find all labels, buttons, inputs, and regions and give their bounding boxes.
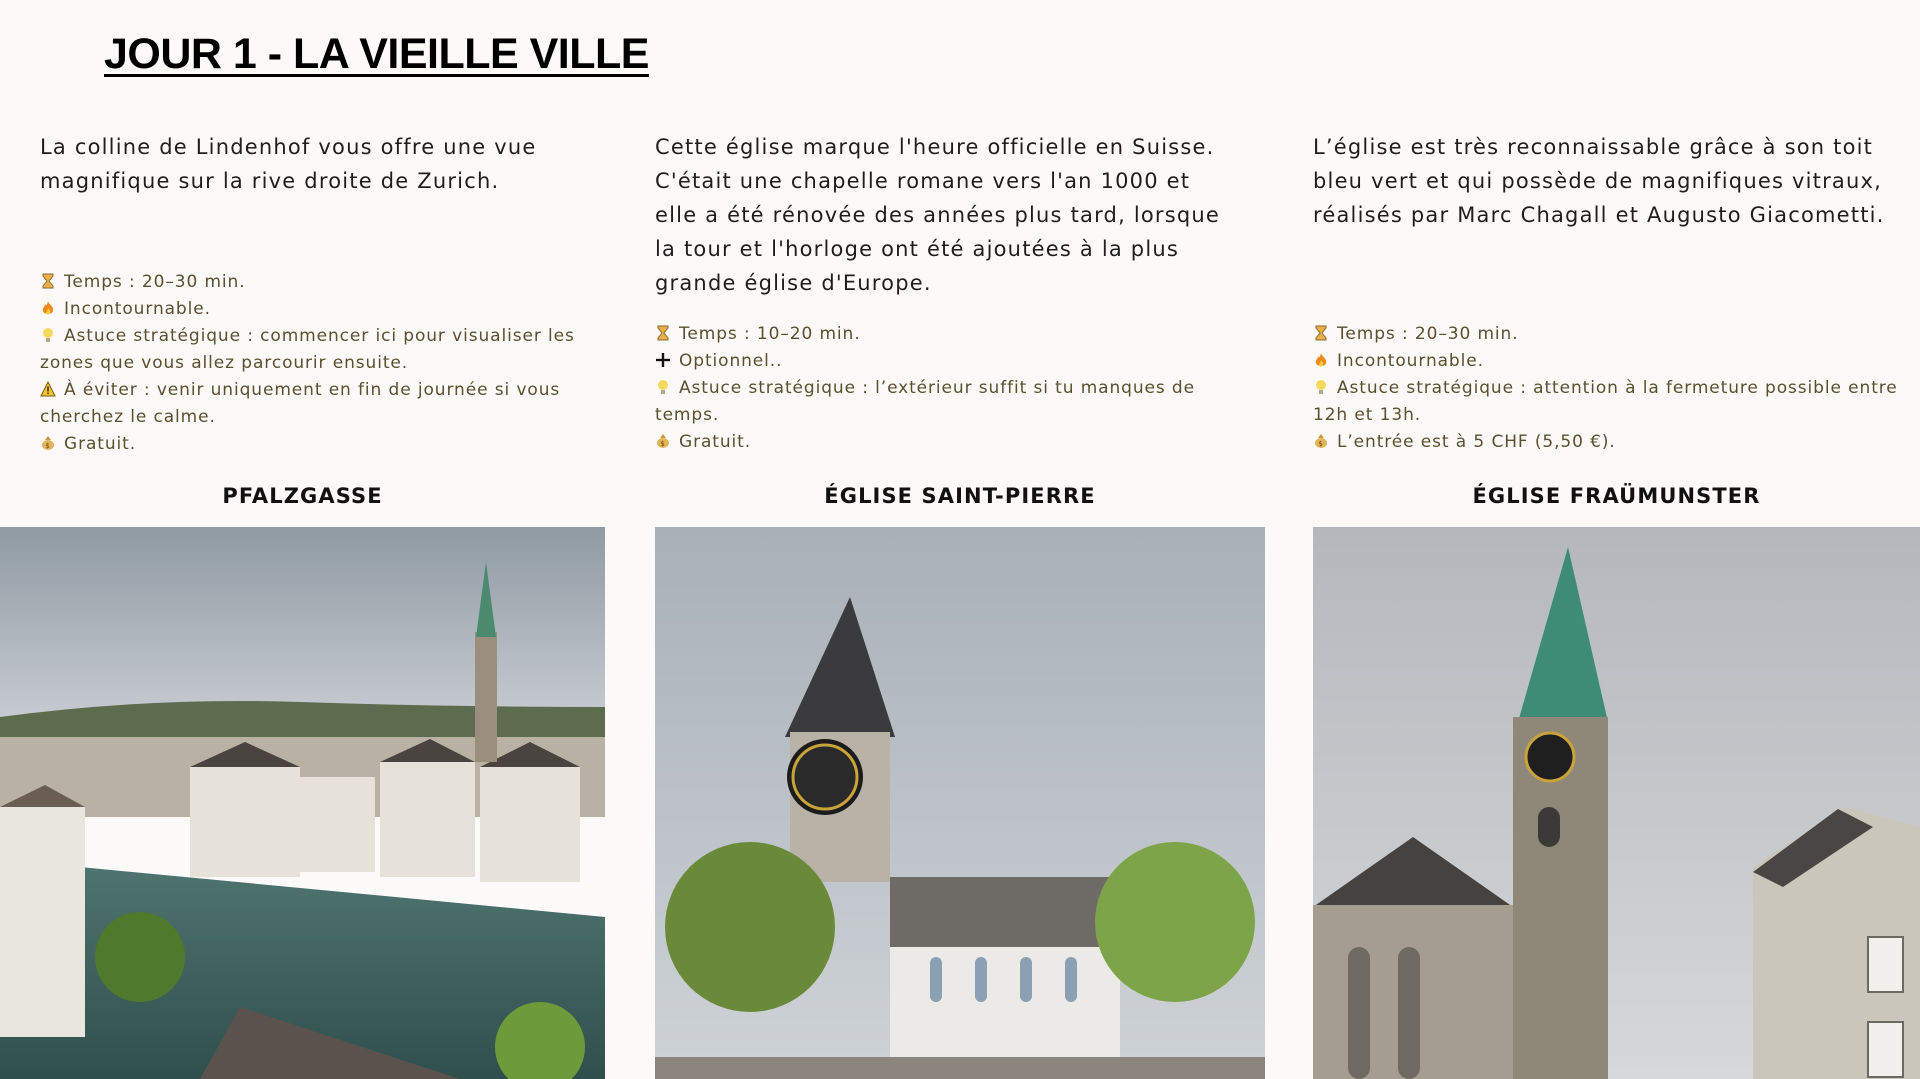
warning-icon [40,381,56,397]
page-title: JOUR 1 - LA VIEILLE VILLE [104,30,649,78]
facts-list [1313,321,1903,456]
svg-text:$: $ [45,442,51,450]
lightbulb-icon [1313,379,1329,395]
hourglass-icon [1313,325,1329,341]
fact-item: Astuce stratégique : attention à la fermeture possible entre 12h et 13h. [1313,378,1898,425]
description: La colline de Lindenhof vous offre une vue magnifique sur la rive droite de Zurich. [40,135,537,193]
hourglass-icon [655,325,671,341]
plus-icon [655,352,671,368]
svg-text:$: $ [660,440,666,448]
fact-item: Temps : 20–30 min. [40,269,610,296]
fact-item: $ Gratuit. [655,429,1235,456]
caption: ÉGLISE SAINT-PIERRE [824,484,1096,508]
fact-item: Astuce stratégique : l’extérieur suffit si tu manques de temps. [655,378,1195,425]
lightbulb-icon [40,327,56,343]
fact-item: $ L’entrée est à 5 CHF (5,50 €). [1313,429,1903,456]
fact-item: Incontournable. [40,296,610,323]
fact-item: À éviter : venir uniquement en fin de journée si vous cherchez le calme. [40,380,561,427]
lightbulb-icon [655,379,671,395]
caption: ÉGLISE FRAÜMUNSTER [1472,484,1761,508]
fact-item: $ Gratuit. [40,431,610,458]
money-bag-icon [40,435,56,451]
svg-text:$: $ [1318,440,1324,448]
fact-item: Temps : 10–20 min. [655,321,1235,348]
description: L’église est très reconnaissable grâce à son toit bleu vert et qui possède de magnifiques vitraux, réalisés par Marc Chagall et Augusto Giacometti. [1313,135,1885,227]
photo-pfalzgasse [0,527,605,1079]
fact-item: Incontournable. [1313,348,1903,375]
fire-icon [1313,352,1329,368]
photo-fraumunster [1313,527,1920,1079]
facts-list [655,321,1235,456]
facts-list [40,269,610,458]
money-bag-icon [655,433,671,449]
fact-item: Astuce stratégique : commencer ici pour visualiser les zones que vous allez parcourir ensuite. [40,326,575,373]
photo-saint-pierre [655,527,1265,1079]
caption: PFALZGASSE [222,484,383,508]
fact-item: Optionnel.. [655,348,1235,375]
money-bag-icon [1313,433,1329,449]
description: Cette église marque l'heure officielle en Suisse. C'était une chapelle romane vers l'an 1000 et elle a été rénovée des années plus tard, lorsque la tour et l'horloge ont été ajoutées à la plus grande église d'Europe. [655,135,1221,295]
fact-item: Temps : 20–30 min. [1313,321,1903,348]
fire-icon [40,300,56,316]
hourglass-icon [40,273,56,289]
